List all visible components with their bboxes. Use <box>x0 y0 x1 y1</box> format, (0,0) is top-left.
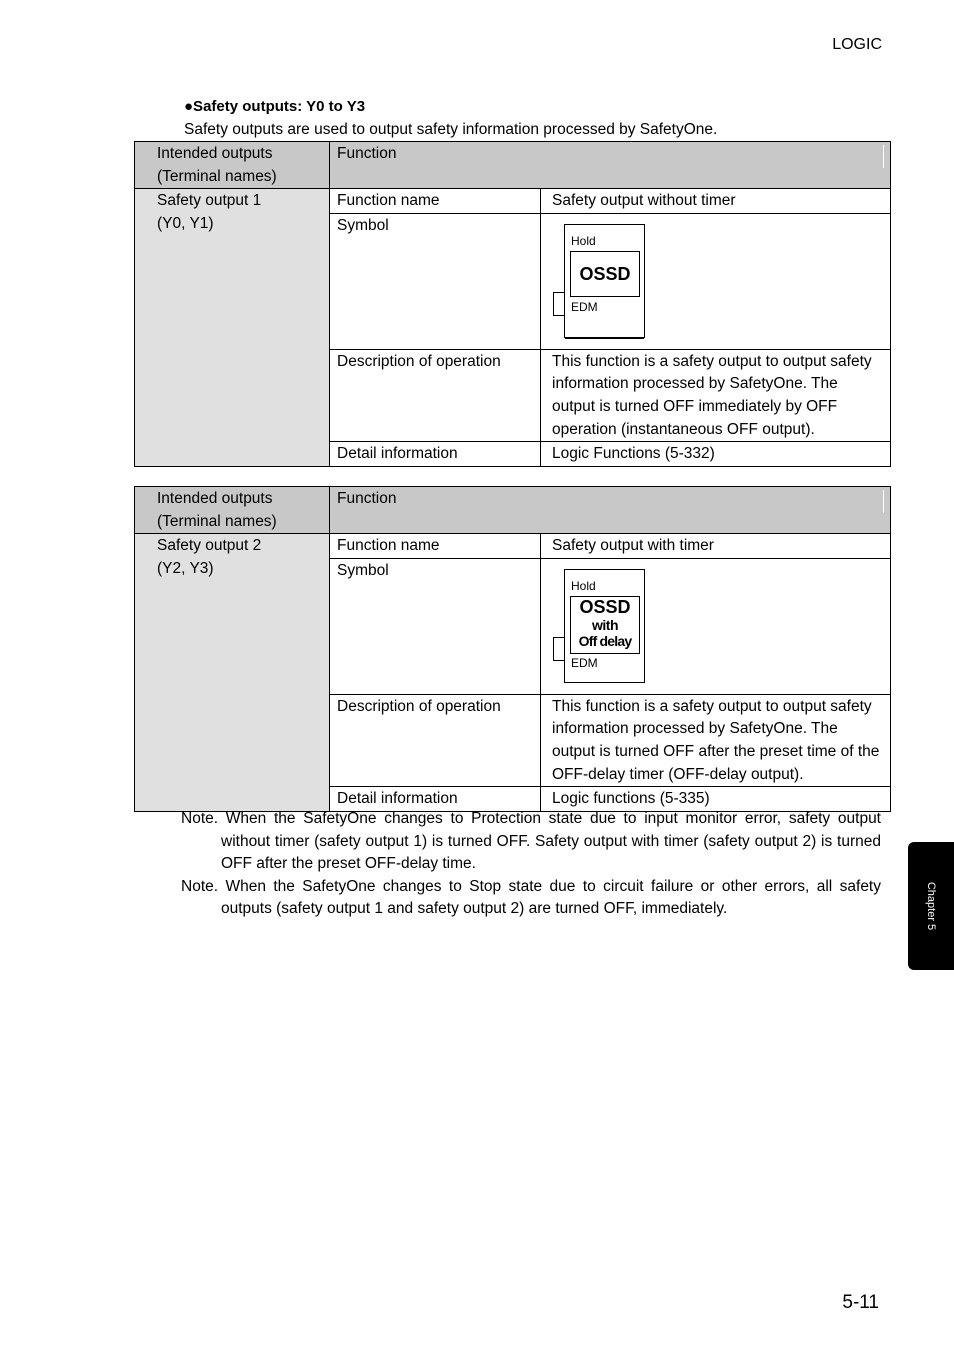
symbol-edm-label: EDM <box>571 299 598 314</box>
symbol-edm-label: EDM <box>571 655 598 670</box>
header-intended-outputs <box>135 142 330 189</box>
symbol-ossd-box <box>570 251 640 297</box>
value-description: This function is a safety output to output safety information processed by SafetyOne. The output is turned OFF immediately by OFF operation (instantaneous OFF output). <box>541 349 891 441</box>
output-terminals: (Y0, Y1) <box>157 214 214 232</box>
label-symbol: Symbol <box>330 213 541 349</box>
safety-output-2-table <box>134 486 891 812</box>
label-function-name: Function name <box>330 534 541 559</box>
header-intended-outputs <box>135 487 330 534</box>
header-function-label: Function <box>337 145 397 162</box>
label-description: Description of operation <box>330 349 541 441</box>
note-1: Note. When the SafetyOne changes to Protection state due to input monitor error, safety output without timer (safety output 1) is turned OFF. Safety output with timer (safety output 2) is turned OFF after the preset OFF-delay time. <box>181 810 881 873</box>
value-function-name: Safety output with timer <box>541 534 891 559</box>
section-heading: ●Safety outputs: Y0 to Y3 <box>184 98 366 115</box>
output-name-cell <box>135 534 330 812</box>
symbol-ossd-label: OSSD <box>579 263 631 284</box>
label-function-name: Function name <box>330 189 541 214</box>
value-symbol <box>541 558 891 694</box>
header-function <box>330 487 891 534</box>
section-header: LOGIC <box>832 36 882 53</box>
note-2: Note. When the SafetyOne changes to Stop state due to circuit failure or other errors, all safety outputs (safety output 1 and safety output 2) are turned OFF, immediately. <box>181 877 881 918</box>
header-function <box>330 142 891 189</box>
symbol-hold-label: Hold <box>571 578 596 593</box>
notes <box>181 808 881 921</box>
symbol-hold-label: Hold <box>571 233 596 248</box>
ossd-offdelay-symbol <box>564 569 645 683</box>
symbol-with-label: with <box>592 616 618 633</box>
header-function-label: Function <box>337 490 397 507</box>
header-intended-outputs-label: Intended outputs <box>157 145 273 162</box>
symbol-ossd-label: OSSD <box>579 596 631 617</box>
ossd-symbol <box>564 224 645 338</box>
output-terminals: (Y2, Y3) <box>157 559 214 577</box>
symbol-offdelay-label: Off delay <box>578 632 632 649</box>
chapter-tab-label: Chapter 5 <box>925 881 937 931</box>
chapter-tab <box>908 842 954 970</box>
header-intended-outputs-label: Intended outputs <box>157 490 273 507</box>
label-detail: Detail information <box>330 787 541 812</box>
label-description: Description of operation <box>330 694 541 786</box>
output-name: Safety output 1 <box>157 192 262 210</box>
label-detail: Detail information <box>330 442 541 467</box>
safety-output-1-table <box>134 141 891 467</box>
value-symbol <box>541 213 891 349</box>
label-symbol: Symbol <box>330 558 541 694</box>
header-terminal-names-label: (Terminal names) <box>157 167 277 185</box>
value-detail: Logic functions (5-335) <box>541 787 891 812</box>
value-function-name: Safety output without timer <box>541 189 891 214</box>
symbol-ossd-box <box>570 596 640 654</box>
output-name-cell <box>135 189 330 467</box>
value-description: This function is a safety output to output safety information processed by SafetyOne. The output is turned OFF after the preset time of the OFF-delay timer (OFF-delay output). <box>541 694 891 786</box>
page-number: 5-11 <box>842 1292 879 1313</box>
output-name: Safety output 2 <box>157 537 262 555</box>
value-detail: Logic Functions (5-332) <box>541 442 891 467</box>
intro-text: Safety outputs are used to output safety information processed by SafetyOne. <box>184 121 718 138</box>
header-terminal-names-label: (Terminal names) <box>157 512 277 530</box>
